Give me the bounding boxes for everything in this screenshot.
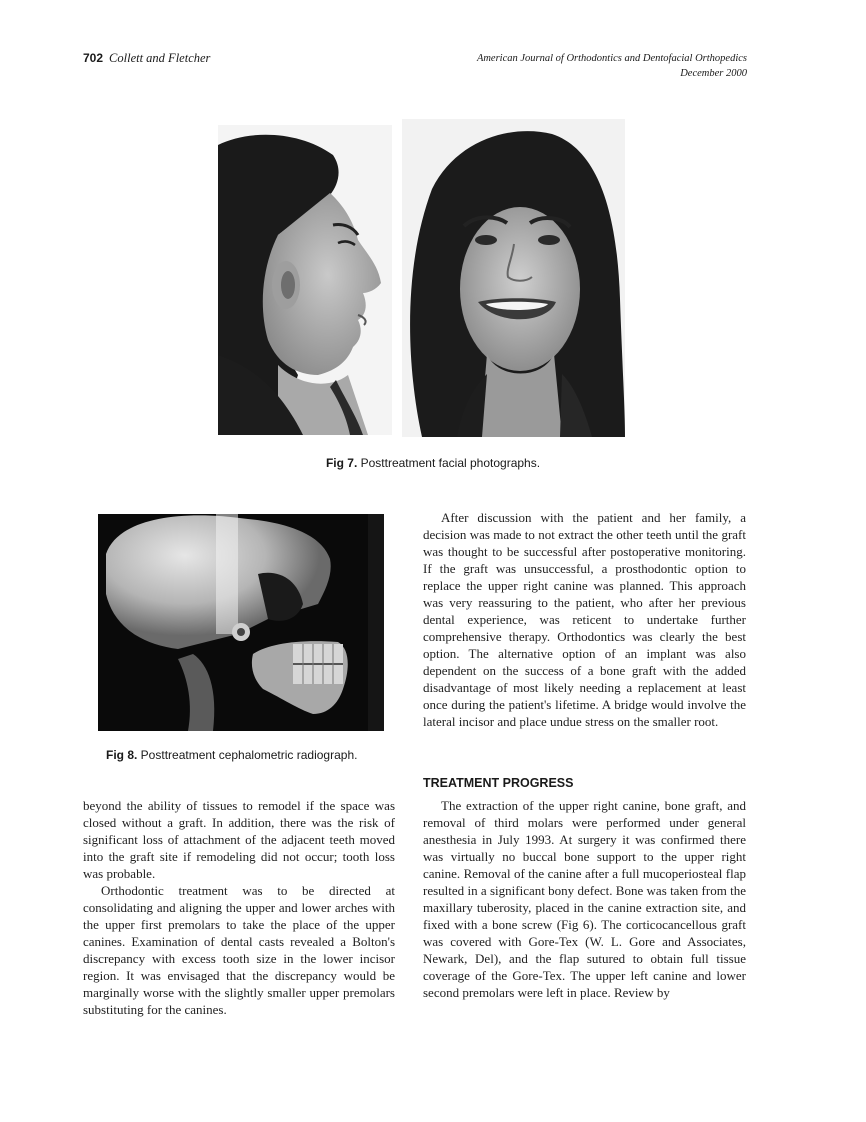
right-column-intro [423,509,746,730]
running-header-right [477,51,747,81]
figure-8-caption [106,748,357,762]
section-heading-treatment-progress: TREATMENT PROGRESS [423,776,574,790]
journal-title: American Journal of Orthodontics and Dentofacial Orthopedics [476,53,747,64]
paragraph: Orthodontic treatment was to be directed at consolidating and aligning the upper and lower arches with the upper first premolars to take the place of the upper canines. Examination of dental casts revealed a Bolton's discrepancy with excess tooth size in the lower incisor region. It was envisaged that the discrepancy would be marginally worse with the slightly smaller upper premolars substituting for the canines. [83,883,395,1017]
issue-date: December 2000 [680,68,747,79]
page-number: 702 [83,51,104,65]
figure-7-caption [0,456,866,470]
running-authors: Collett and Fletcher [109,51,211,65]
figure-7-caption-text: Posttreatment facial photographs. [357,456,541,470]
paragraph: beyond the ability of tissues to remodel if the space was closed without a graft. In addition, there was the risk of significant loss of attachment of the adjacent teeth moved into the graft site if remodeling did not occur; tooth loss was probable. [83,798,395,881]
figure-8-label: Fig 8. [106,748,138,762]
paragraph: The extraction of the upper right canine, bone graft, and removal of third molars were performed under general anesthesia in July 1993. At surgery it was confirmed there was virtually no buccal bone support to the upper right canine. Removal of the canine after a full mucoperiosteal flap resulted in a significant bony defect. Bone was taken from the maxillary tuberosity, placed in the canine extraction site, and fixed with a bone screw (Fig 6). The corticocancellous graft was covered with Gore-Tex (W. L. Gore and Associates, Newark, Del), and the flap sutured to obtain full tissue coverage of the Gore-Tex. The upper left canine and lower second premolars were left in place. Review by [423,798,746,1000]
running-header-left [83,51,210,66]
left-column-body [83,797,395,1018]
paragraph: After discussion with the patient and her family, a decision was made to not extract the other teeth until the graft was thought to be successful after postoperative monitoring. If the graft was unsuccessful, a prosthodontic option to replace the upper right canine was planned. This approach was very reassuring to the patient, who after her previous dental experience, was reticent to undertake further comprehensive therapy. Orthodontics was clearly the best option. The alternative option of an implant was also dependent on the success of a bone graft with the added disadvantage of most likely needing a replacement at least once during the patient's lifetime. A bridge would involve the lateral incisor and place undue stress on the smaller root. [423,510,746,729]
figure-8-caption-text: Posttreatment cephalometric radiograph. [137,748,358,762]
cephalometric-radiograph [98,514,384,731]
profile-photo [218,125,392,435]
right-column-treatment-progress [423,797,746,1001]
figure-7-label: Fig 7. [325,456,358,470]
frontal-photo [402,119,625,437]
